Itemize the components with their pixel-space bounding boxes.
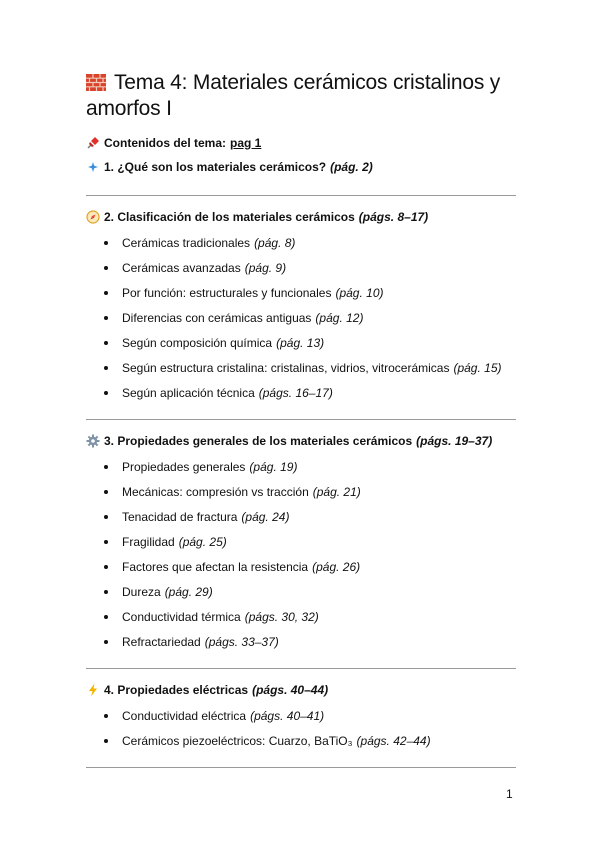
compass-icon bbox=[86, 210, 100, 224]
section-3-list bbox=[86, 454, 516, 654]
bullet bbox=[104, 714, 108, 718]
pushpin-icon bbox=[86, 136, 100, 150]
bullet bbox=[104, 615, 108, 619]
section-2-heading: 2. Clasificación de los materiales cerámicos (págs. 8–17) bbox=[86, 208, 516, 226]
list-item: Diferencias con cerámicas antiguas (pág. 12) bbox=[104, 305, 516, 330]
list-item: Conductividad térmica (págs. 30, 32) bbox=[104, 604, 516, 629]
bullet bbox=[104, 266, 108, 270]
list-item: Refractariedad (págs. 33–37) bbox=[104, 629, 516, 654]
document-page bbox=[86, 70, 516, 768]
contents-page-link[interactable]: pag 1 bbox=[230, 136, 262, 150]
sparkle-icon bbox=[86, 160, 100, 174]
section-4-list bbox=[86, 703, 516, 753]
list-item: Mecánicas: compresión vs tracción (pág. 21) bbox=[104, 479, 516, 504]
page-number: 1 bbox=[506, 787, 513, 801]
bullet bbox=[104, 739, 108, 743]
section-3-heading: 3. Propiedades generales de los materiales cerámicos (págs. 19–37) bbox=[86, 432, 516, 450]
bullet bbox=[104, 490, 108, 494]
bullet bbox=[104, 341, 108, 345]
bullet bbox=[104, 241, 108, 245]
lightning-icon bbox=[86, 683, 100, 697]
list-item: Cerámicas tradicionales (pág. 8) bbox=[104, 230, 516, 255]
gear-icon bbox=[86, 434, 100, 448]
bullet bbox=[104, 391, 108, 395]
list-item: Cerámicas avanzadas (pág. 9) bbox=[104, 255, 516, 280]
list-item: Según aplicación técnica (págs. 16–17) bbox=[104, 380, 516, 405]
list-item: Según estructura cristalina: cristalinas, vidrios, vitrocerámicas (pág. 15) bbox=[104, 355, 516, 380]
divider bbox=[86, 767, 516, 768]
brick-icon bbox=[86, 74, 106, 91]
section-4-heading: 4. Propiedades eléctricas (págs. 40–44) bbox=[86, 681, 516, 699]
bullet bbox=[104, 291, 108, 295]
list-item: Conductividad eléctrica (págs. 40–41) bbox=[104, 703, 516, 728]
section-1-heading: 1. ¿Qué son los materiales cerámicos? (pág. 2) bbox=[86, 158, 516, 176]
bullet bbox=[104, 515, 108, 519]
divider bbox=[86, 668, 516, 669]
list-item: Propiedades generales (pág. 19) bbox=[104, 454, 516, 479]
list-item: Fragilidad (pág. 25) bbox=[104, 529, 516, 554]
divider bbox=[86, 195, 516, 196]
list-item: Por función: estructurales y funcionales (pág. 10) bbox=[104, 280, 516, 305]
contents-label: Contenidos del tema: bbox=[104, 136, 227, 150]
page-title bbox=[86, 70, 516, 122]
bullet bbox=[104, 540, 108, 544]
contents-line bbox=[86, 136, 516, 150]
section-2-list bbox=[86, 230, 516, 405]
bullet bbox=[104, 590, 108, 594]
bullet bbox=[104, 640, 108, 644]
list-item: Dureza (pág. 29) bbox=[104, 579, 516, 604]
list-item: Según composición química (pág. 13) bbox=[104, 330, 516, 355]
title-text: Tema 4: Materiales cerámicos cristalinos y amorfos I bbox=[86, 71, 501, 120]
bullet bbox=[104, 465, 108, 469]
divider bbox=[86, 419, 516, 420]
list-item: Cerámicos piezoeléctricos: Cuarzo, BaTiO₃ (págs. 42–44) bbox=[104, 728, 516, 753]
bullet bbox=[104, 316, 108, 320]
bullet bbox=[104, 565, 108, 569]
list-item: Tenacidad de fractura (pág. 24) bbox=[104, 504, 516, 529]
list-item: Factores que afectan la resistencia (pág. 26) bbox=[104, 554, 516, 579]
bullet bbox=[104, 366, 108, 370]
